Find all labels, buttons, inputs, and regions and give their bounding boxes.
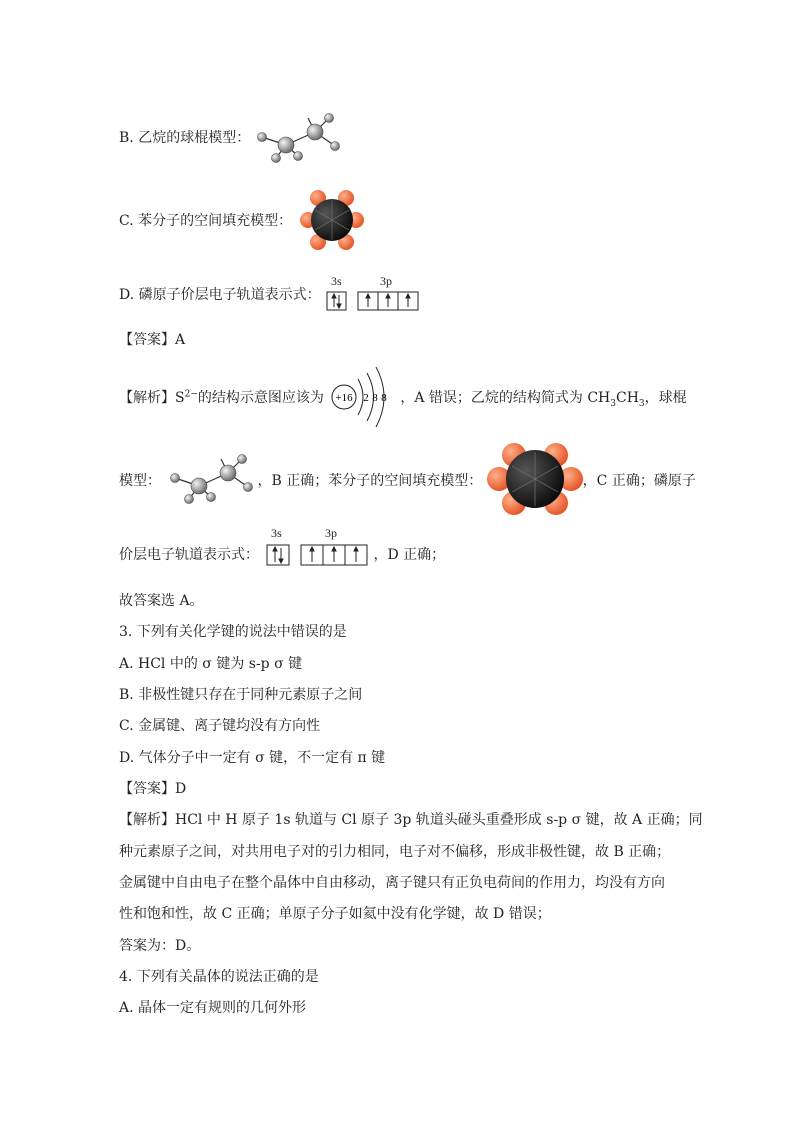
shell-3-electrons: 8 — [381, 392, 388, 404]
analysis-q2-line2 — [119, 471, 696, 491]
analysis-text-e: ，B 正确；苯分子的空间填充模型： — [257, 473, 483, 489]
q3-analysis-line: 金属键中自由电子在整个晶体中自由移动，离子键只有正负电荷间的作用力，均没有方向 — [119, 875, 665, 891]
nucleus-charge: +16 — [335, 392, 353, 404]
analysis-q2-line3 — [119, 526, 446, 565]
q3-stem: 3. 下列有关化学键的说法中错误的是 — [119, 624, 347, 640]
benzene-space-filling-model-2 — [487, 441, 583, 517]
analysis-orbital-label: 价层电子轨道表示式： — [119, 547, 259, 563]
phosphorus-orbital-diagram-2 — [263, 523, 373, 569]
analysis-text-a: 的结构示意图应该为 — [197, 390, 324, 406]
option-b-line — [119, 128, 250, 148]
analysis-prefix: 【解析】S — [119, 390, 185, 406]
analysis-text-b: ，A 错误；乙烷的结构简式为 CH — [400, 390, 611, 406]
q3-analysis-line: 性和饱和性，故 C 正确；单原子分子如氦中没有化学键，故 D 错误； — [119, 906, 551, 922]
option-d-line — [119, 285, 321, 305]
benzene-space-filling-model — [300, 188, 364, 252]
q3-answer: 【答案】D — [119, 781, 187, 797]
option-b-text: B. 乙烷的球棍模型： — [119, 130, 251, 146]
q3-conclusion: 答案为：D。 — [119, 938, 201, 954]
analysis-text-c: CH — [616, 390, 639, 406]
ethane-ball-stick-model — [252, 108, 344, 168]
analysis-text-g: ，D 正确； — [373, 547, 446, 563]
sulfide-charge: 2− — [184, 389, 198, 400]
shell-1-electrons: 2 — [363, 392, 370, 404]
q3-option-d: D. 气体分子中一定有 σ 键，不一定有 π 键 — [119, 750, 386, 766]
option-c-text: C. 苯分子的空间填充模型： — [119, 213, 293, 229]
q3-analysis-line: 【解析】HCl 中 H 原子 1s 轨道与 Cl 原子 3p 轨道头碰头重叠形成 s-p σ 键，故 A 正确；同 — [119, 812, 703, 828]
q3-analysis-line: 种元素原子之间，对共用电子对的引力相同，电子对不偏移，形成非极性键，故 B 正确； — [119, 844, 671, 860]
analysis-q2-line1 — [119, 388, 687, 408]
orbital-3p-label: 3p — [380, 274, 392, 288]
analysis-q2-line4 — [119, 591, 204, 611]
analysis-conclusion: 故答案选 A。 — [119, 593, 204, 609]
analysis-model-label: 模型： — [119, 473, 161, 489]
q3-option-a: A. HCl 中的 σ 键为 s-p σ 键 — [119, 656, 303, 672]
q4-stem: 4. 下列有关晶体的说法正确的是 — [119, 969, 319, 985]
option-c-line — [119, 211, 292, 231]
analysis-text-f: ，C 正确；磷原子 — [582, 473, 696, 489]
q4-option-a: A. 晶体一定有规则的几何外形 — [119, 1000, 307, 1016]
subscript-3b: 3 — [638, 398, 645, 409]
analysis-text-d: ，球棍 — [644, 390, 687, 406]
shell-2-electrons: 8 — [372, 392, 379, 404]
sulfide-ion-structure-diagram — [328, 367, 400, 427]
orbital-3p-label-2: 3p — [325, 526, 338, 540]
answer-q2 — [119, 330, 185, 350]
subscript-3a: 3 — [610, 398, 616, 409]
q3-option-c: C. 金属键、离子键均没有方向性 — [119, 718, 321, 734]
q3-option-b: B. 非极性键只存在于同种元素原子之间 — [119, 687, 363, 703]
orbital-3s-label-2: 3s — [271, 526, 283, 540]
ethane-ball-stick-model-2 — [165, 449, 257, 509]
option-d-text: D. 磷原子价层电子轨道表示式： — [119, 287, 321, 303]
answer-q2-text: 【答案】A — [119, 332, 186, 348]
orbital-3s-label: 3s — [331, 274, 342, 288]
phosphorus-orbital-diagram — [323, 272, 423, 314]
